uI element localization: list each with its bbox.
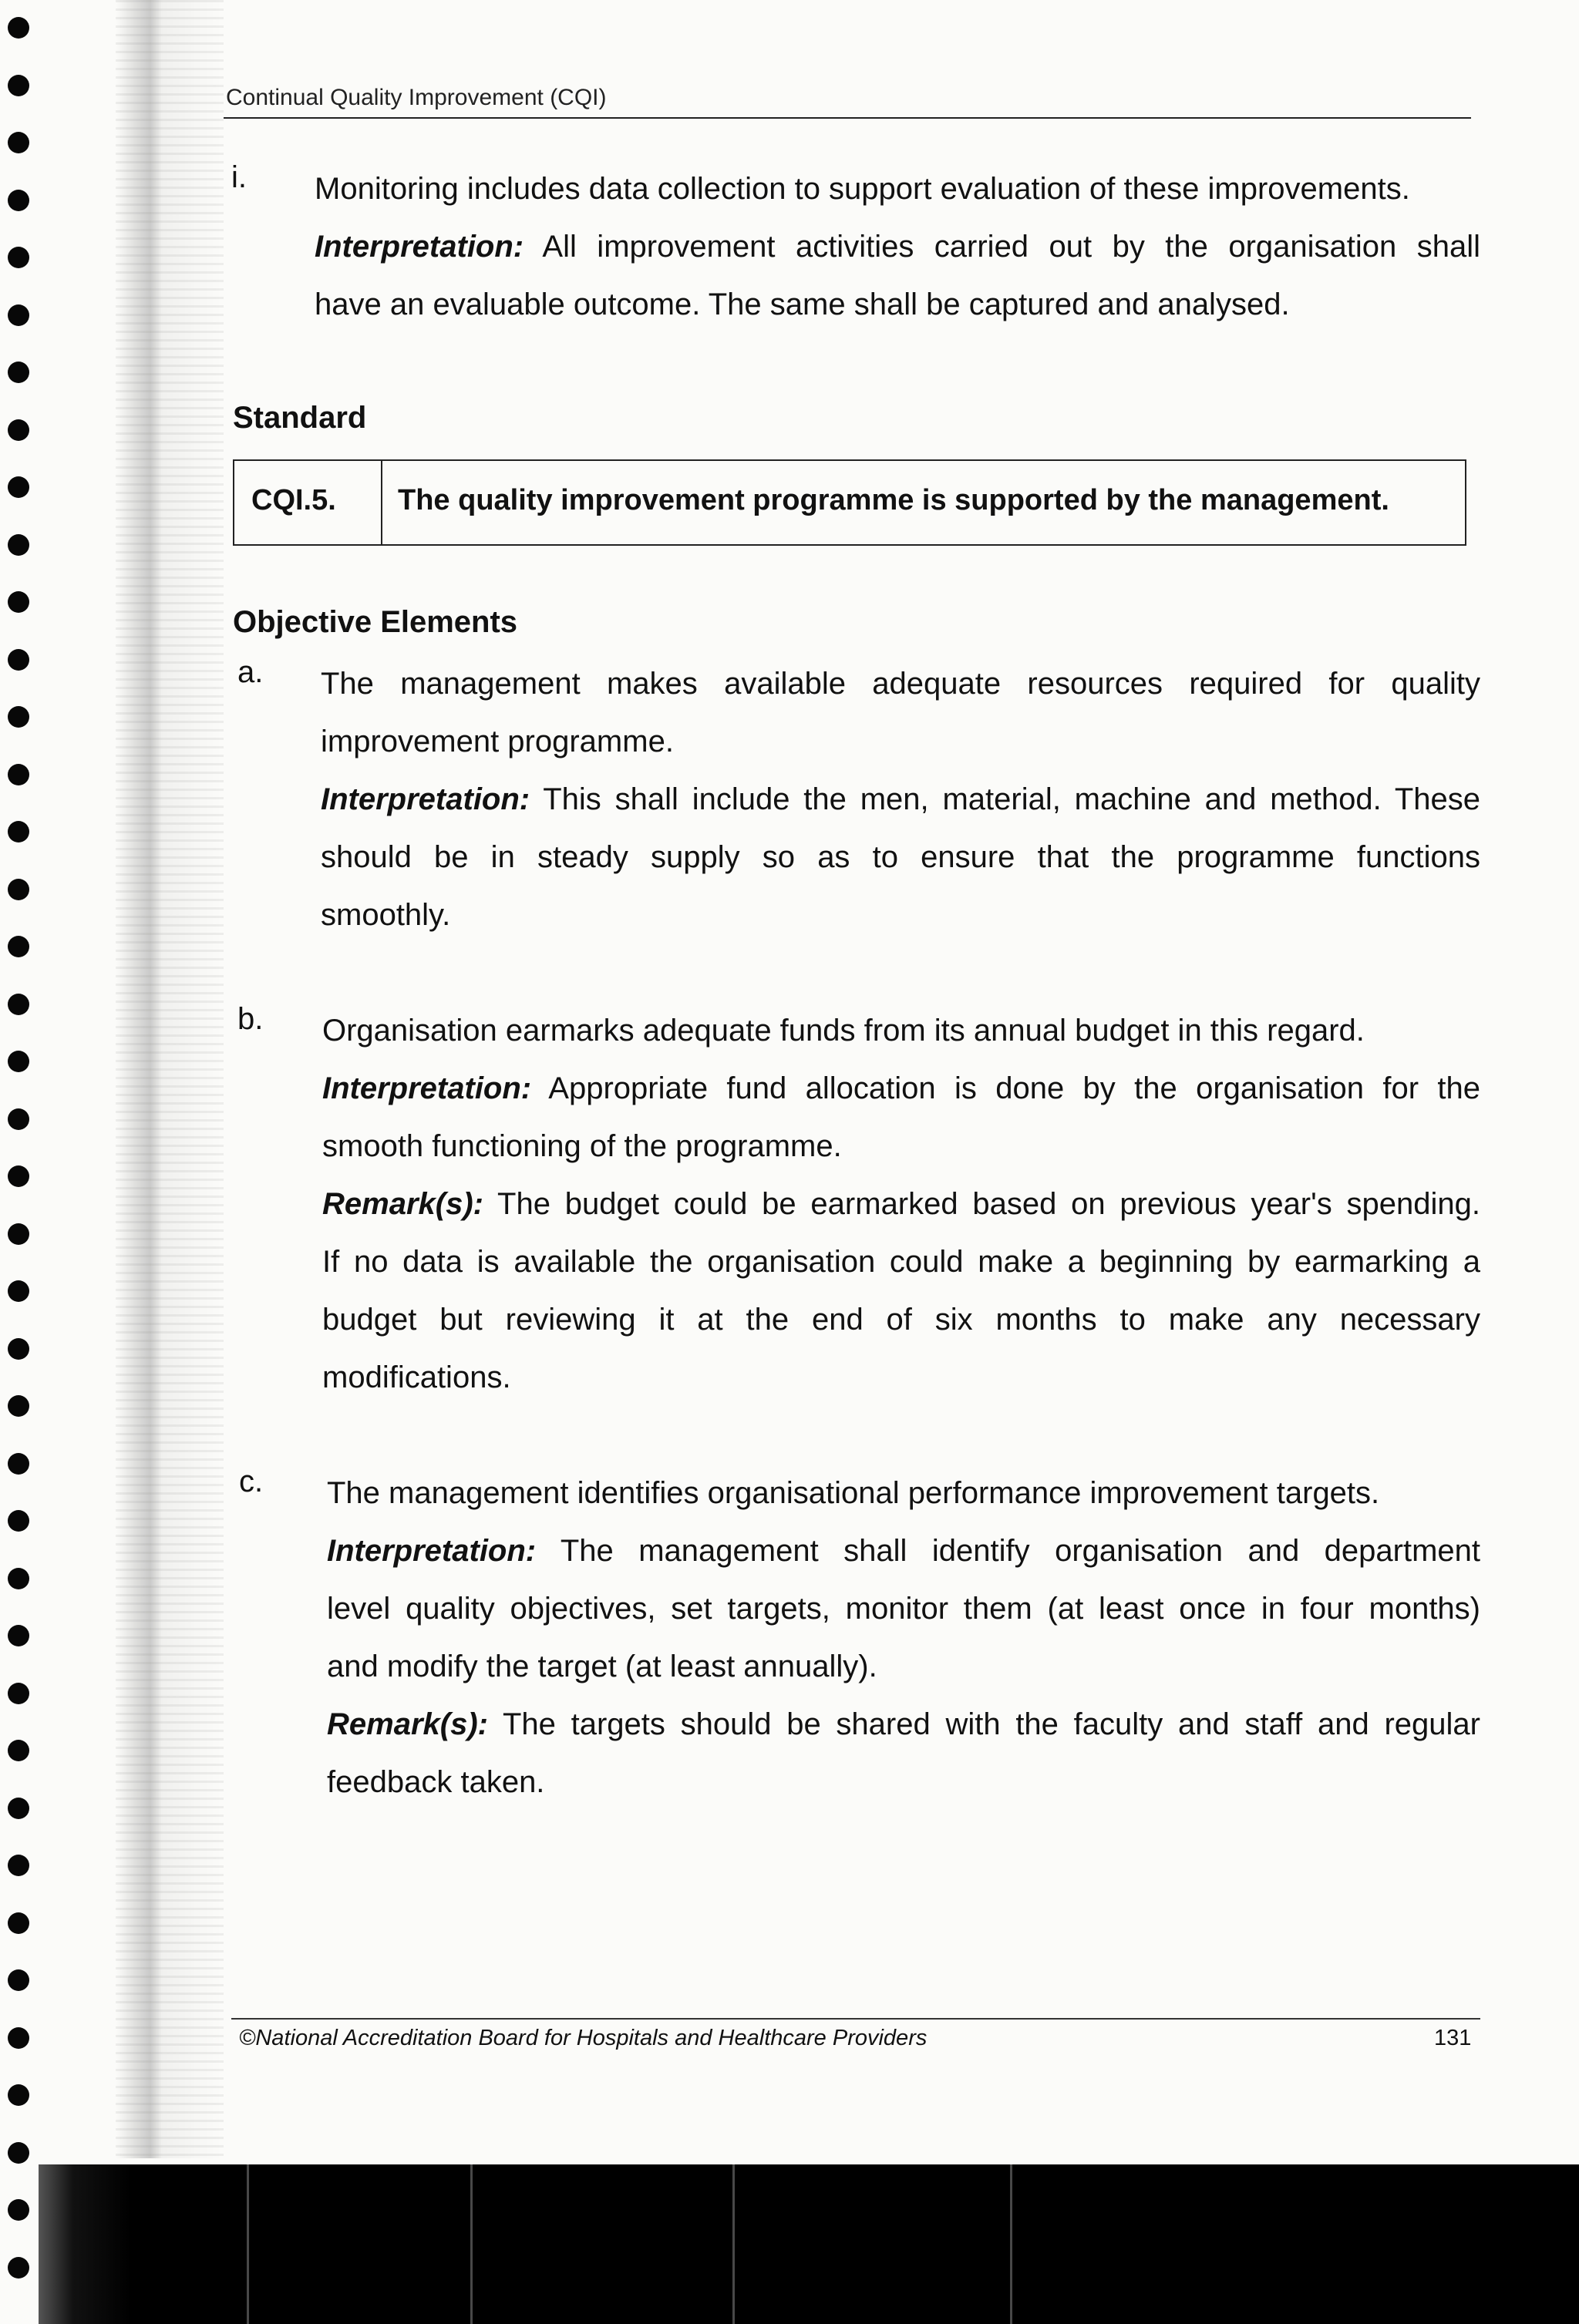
interpretation-label: Interpretation: [322, 1071, 532, 1105]
remark-text: modifications. [322, 1360, 511, 1394]
list-marker: b. [237, 1002, 264, 1036]
binder-hole [8, 936, 29, 957]
binder-hole [8, 706, 29, 728]
binder-hole [8, 1798, 29, 1819]
binder-hole [8, 362, 29, 383]
scan-artifact [732, 2164, 735, 2324]
item-text: The management makes available adequate resources required for quality [321, 667, 1480, 701]
binder-hole [8, 1510, 29, 1532]
binder-hole [8, 1969, 29, 1991]
interpretation-text: The management shall identify organisation and department [560, 1534, 1480, 1568]
scan-artifact [247, 2164, 249, 2324]
scan-artifact [470, 2164, 473, 2324]
interpretation-line [327, 1522, 1480, 1580]
table-divider [381, 461, 382, 544]
interpretation-text: Appropriate fund allocation is done by the organisation for the [548, 1071, 1480, 1105]
interpretation-text: smoothly. [321, 898, 451, 932]
binder-hole [8, 75, 29, 96]
binder-hole [8, 2257, 29, 2279]
header-rule [224, 117, 1471, 119]
remark-label: Remark(s): [322, 1187, 483, 1221]
footer-copyright: ©National Accreditation Board for Hospitals and Healthcare Providers [239, 2026, 928, 2050]
binder-hole [8, 2142, 29, 2164]
binder-hole [8, 764, 29, 785]
standard-heading: Standard [233, 401, 367, 435]
list-marker: i. [231, 160, 247, 194]
remark-line [327, 1696, 1480, 1754]
standard-text: The quality improvement programme is supported by the management. [398, 484, 1389, 516]
interpretation-text: level quality objectives, set targets, monitor them (at least once in four months) [327, 1592, 1480, 1626]
binder-holes [0, 0, 39, 2324]
remark-text: The targets should be shared with the faculty and staff and regular [502, 1707, 1480, 1741]
interpretation-label: Interpretation: [327, 1534, 537, 1568]
objective-elements-heading: Objective Elements [233, 605, 518, 639]
item-text: The management identifies organisational performance improvement targets. [327, 1476, 1380, 1510]
binder-hole [8, 1625, 29, 1646]
list-marker: c. [239, 1465, 264, 1498]
remark-text: budget but reviewing it at the end of six months to make any necessary [322, 1303, 1480, 1337]
binder-hole [8, 1855, 29, 1876]
standard-code: CQI.5. [251, 484, 336, 516]
binder-hole [8, 1453, 29, 1475]
interpretation-label: Interpretation: [315, 230, 524, 264]
binder-hole [8, 419, 29, 441]
interpretation-label: Interpretation: [321, 782, 530, 816]
binder-hole [8, 304, 29, 326]
binder-hole [8, 247, 29, 268]
binder-hole [8, 17, 29, 39]
binder-hole [8, 1051, 29, 1072]
interpretation-text: smooth functioning of the programme. [322, 1129, 842, 1163]
binder-hole [8, 1108, 29, 1130]
item-text: Monitoring includes data collection to support evaluation of these improvements. [315, 172, 1410, 206]
binder-hole [8, 1912, 29, 1934]
interpretation-line [315, 218, 1480, 276]
remark-line [322, 1175, 1480, 1233]
interpretation-line [322, 1060, 1480, 1118]
binder-hole [8, 1683, 29, 1704]
interpretation-line [321, 771, 1480, 829]
binder-hole [8, 132, 29, 153]
binder-hole [8, 2027, 29, 2049]
remark-label: Remark(s): [327, 1707, 488, 1741]
binder-hole [8, 994, 29, 1015]
binder-hole [8, 821, 29, 842]
page-number: 131 [1434, 2026, 1472, 2050]
binder-hole [8, 879, 29, 900]
binder-hole [8, 649, 29, 671]
interpretation-text: have an evaluable outcome. The same shall be captured and analysed. [315, 288, 1290, 321]
binder-hole [8, 1740, 29, 1761]
scan-artifact [1010, 2164, 1012, 2324]
remark-text: If no data is available the organisation could make a beginning by earmarking a [322, 1245, 1480, 1279]
binder-hole [8, 2199, 29, 2221]
binder-hole [8, 1568, 29, 1589]
binder-hole [8, 476, 29, 498]
interpretation-text: All improvement activities carried out by the organisation shall [542, 230, 1480, 264]
binder-hole [8, 591, 29, 613]
standard-table [233, 459, 1466, 546]
binder-hole [8, 534, 29, 556]
binder-hole [8, 190, 29, 211]
binding-shadow [116, 0, 224, 2158]
binder-hole [8, 1280, 29, 1302]
binder-hole [8, 2084, 29, 2106]
running-header: Continual Quality Improvement (CQI) [226, 85, 607, 110]
interpretation-text: and modify the target (at least annually). [327, 1650, 877, 1683]
item-text: Organisation earmarks adequate funds from its annual budget in this regard. [322, 1014, 1365, 1048]
item-text: improvement programme. [321, 725, 674, 758]
interpretation-text: This shall include the men, material, machine and method. These [543, 782, 1480, 816]
scan-edge-band [39, 2164, 1579, 2324]
binder-hole [8, 1165, 29, 1187]
remark-text: The budget could be earmarked based on previous year's spending. [497, 1187, 1480, 1221]
binder-hole [8, 1395, 29, 1417]
interpretation-text: should be in steady supply so as to ensure that the programme functions [321, 840, 1480, 874]
binder-hole [8, 1223, 29, 1245]
binder-hole [8, 1338, 29, 1360]
list-marker: a. [237, 655, 264, 689]
footer-rule [231, 2018, 1480, 2020]
remark-text: feedback taken. [327, 1765, 545, 1799]
